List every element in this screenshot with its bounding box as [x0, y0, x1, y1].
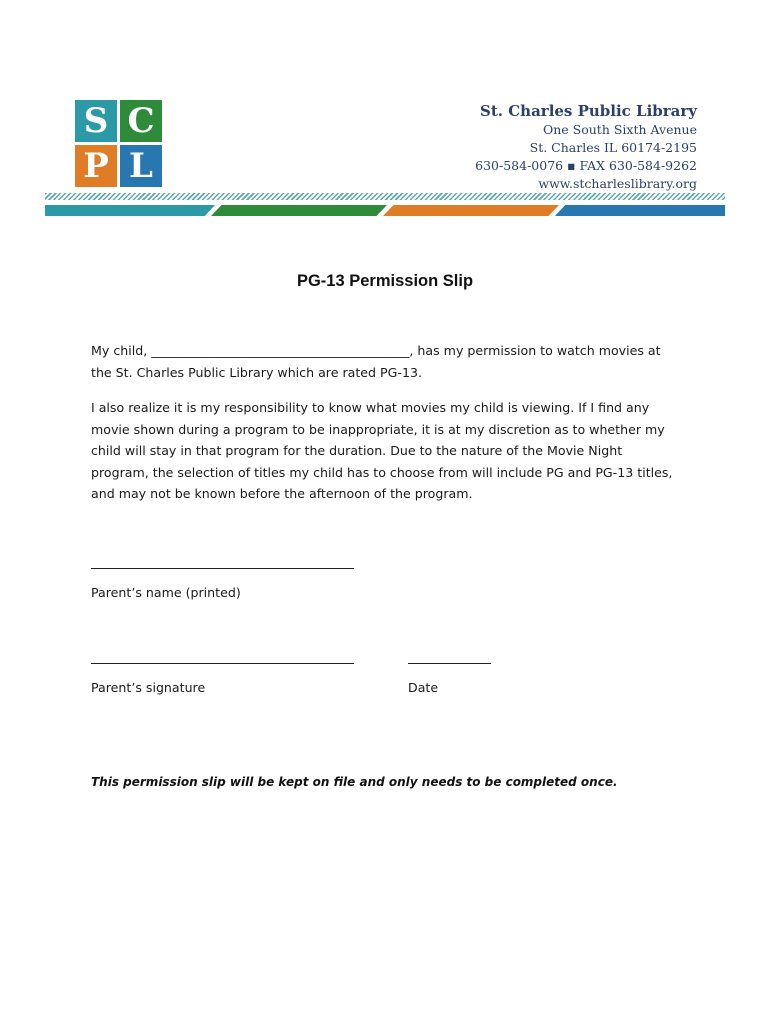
- logo-tile-p: P: [75, 145, 117, 187]
- parent-signature-line[interactable]: [91, 663, 354, 664]
- logo-tile-s: S: [75, 100, 117, 142]
- address-line-2: St. Charles IL 60174-2195: [529, 140, 697, 155]
- permission-paragraph: [91, 340, 681, 383]
- paragraph1-end: , has my permission to watch movies at the St. Charles Public Library which are rated PG-13.: [91, 343, 661, 380]
- blue-bar: [555, 205, 725, 216]
- phone-fax: 630-584-0076 ▪ FAX 630-584-9262: [475, 158, 697, 173]
- child-name-blank[interactable]: _________________________________________: [151, 343, 410, 358]
- logo-tile-l: L: [120, 145, 162, 187]
- parent-name-label: Parent’s name (printed): [91, 585, 241, 600]
- teal-bar: [45, 205, 215, 216]
- address-line-1: One South Sixth Avenue: [543, 122, 697, 137]
- paragraph1-start: My child,: [91, 343, 152, 358]
- library-contact-block: [475, 102, 697, 193]
- green-bar: [211, 205, 387, 216]
- library-logo: [75, 100, 165, 190]
- orange-bar: [383, 205, 559, 216]
- parent-signature-label: Parent’s signature: [91, 680, 206, 695]
- letterhead: [45, 96, 725, 218]
- page-title: PG-13 Permission Slip: [296, 272, 474, 290]
- date-label: Date: [408, 680, 439, 695]
- color-bars: [45, 205, 725, 216]
- footer-note: This permission slip will be kept on file and only needs to be completed once.: [91, 775, 618, 789]
- date-line[interactable]: [408, 663, 491, 664]
- library-name: St. Charles Public Library: [480, 102, 697, 120]
- website: www.stcharleslibrary.org: [538, 176, 697, 191]
- responsibility-paragraph: I also realize it is my responsibility to know what movies my child is viewing. If I find any movie shown during a program to be inappropriate, it is at my discretion as to whether my child will stay in that program for the duration. Due to the nature of the Movie Night program, the selection of titles my child has to choose from will include PG and PG-13 titles, and may not be known before the afternoon of the program.: [91, 400, 673, 501]
- logo-tile-c: C: [120, 100, 162, 142]
- parent-name-line[interactable]: [91, 568, 354, 569]
- hatched-divider: [45, 193, 725, 200]
